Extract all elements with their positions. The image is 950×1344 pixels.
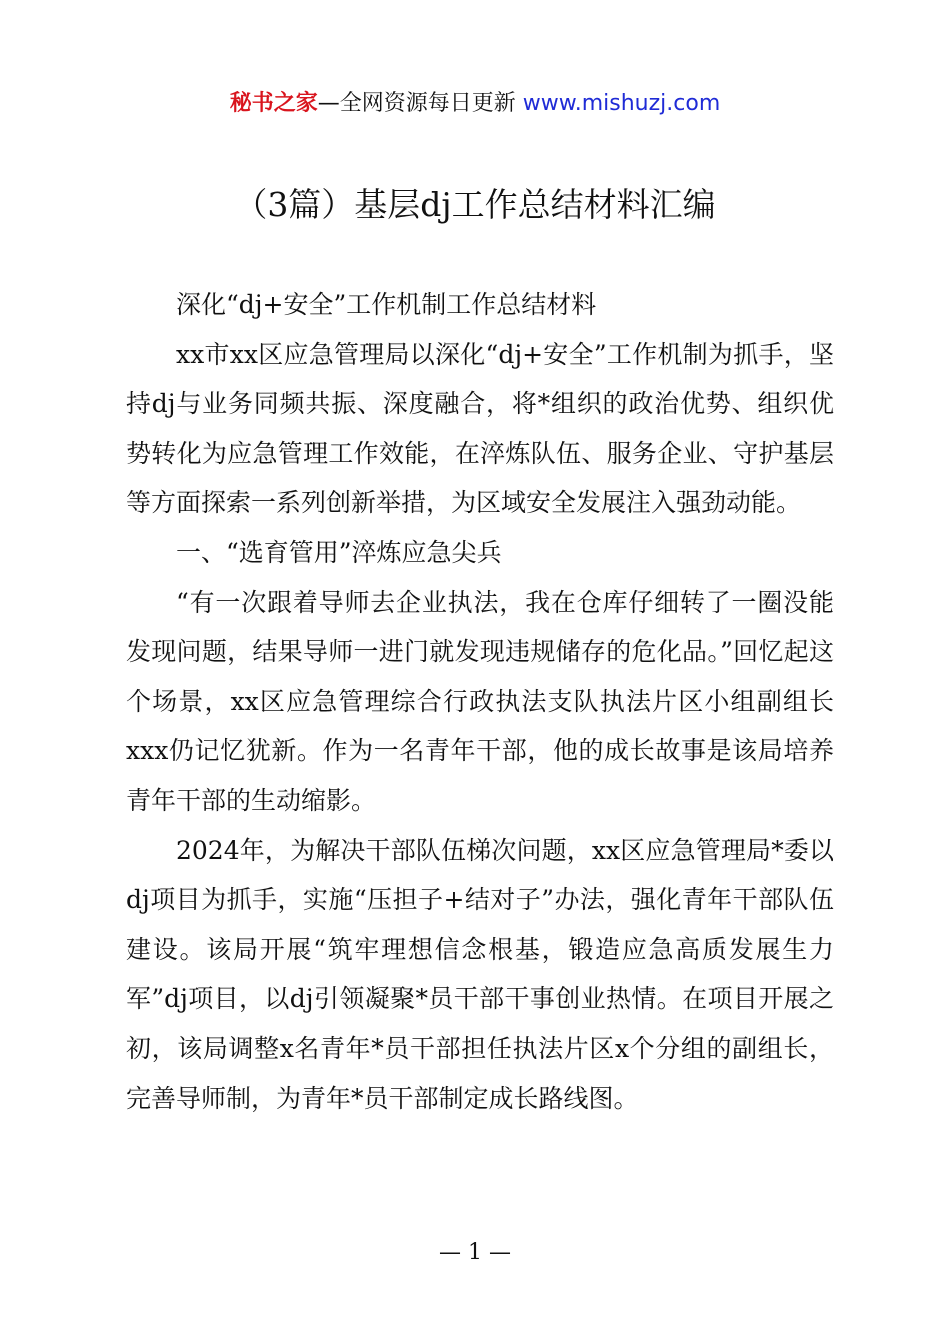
section-heading-1: 一、“选育管用”淬炼应急尖兵: [176, 537, 502, 567]
document-title: （3篇）基层dj工作总结材料汇编: [234, 185, 716, 224]
site-brand-name: 秘书之家: [229, 91, 318, 116]
paragraph-2024: 2024年，为解决干部队伍梯次问题，xx区应急管理局*委以dj项目为抓手，实施“压担子+结对子”办法，强化青年干部队伍建设。该局开展“筑牢理想信念根基，锻造应急高质发展生力军”dj项目，以dj引领凝聚*员干部干事创业热情。在项目开展之初，该局调整x名青年*员干部担任执法片区x个分组的副组长，完善导师制，为青年*员干部制定成长路线图。: [126, 835, 834, 1113]
section-subtitle: 深化“dj+安全”工作机制工作总结材料: [176, 290, 597, 319]
page-number: — 1 —: [439, 1240, 511, 1265]
site-header-banner: [0, 88, 950, 120]
paragraph-story: “有一次跟着导师去企业执法，我在仓库仔细转了一圈没能发现问题，结果导师一进门就发现违规储存的危化品。”回忆起这个场景，xx区应急管理综合行政执法支队执法片区小组副组长xxx仍记忆犹新。作为一名青年干部，他的成长故事是该局培养青年干部的生动缩影。: [126, 587, 834, 815]
header-tagline: —全网资源每日更新: [317, 91, 523, 116]
document-body: [126, 280, 834, 1123]
site-url-link[interactable]: www.mishuzj.com: [522, 91, 721, 116]
paragraph-intro: xx市xx区应急管理局以深化“dj+安全”工作机制为抓手，坚持dj与业务同频共振、深度融合，将*组织的政治优势、组织优势转化为应急管理工作效能，在淬炼队伍、服务企业、守护基层等方面探索一系列创新举措，为区域安全发展注入强劲动能。: [126, 339, 834, 518]
